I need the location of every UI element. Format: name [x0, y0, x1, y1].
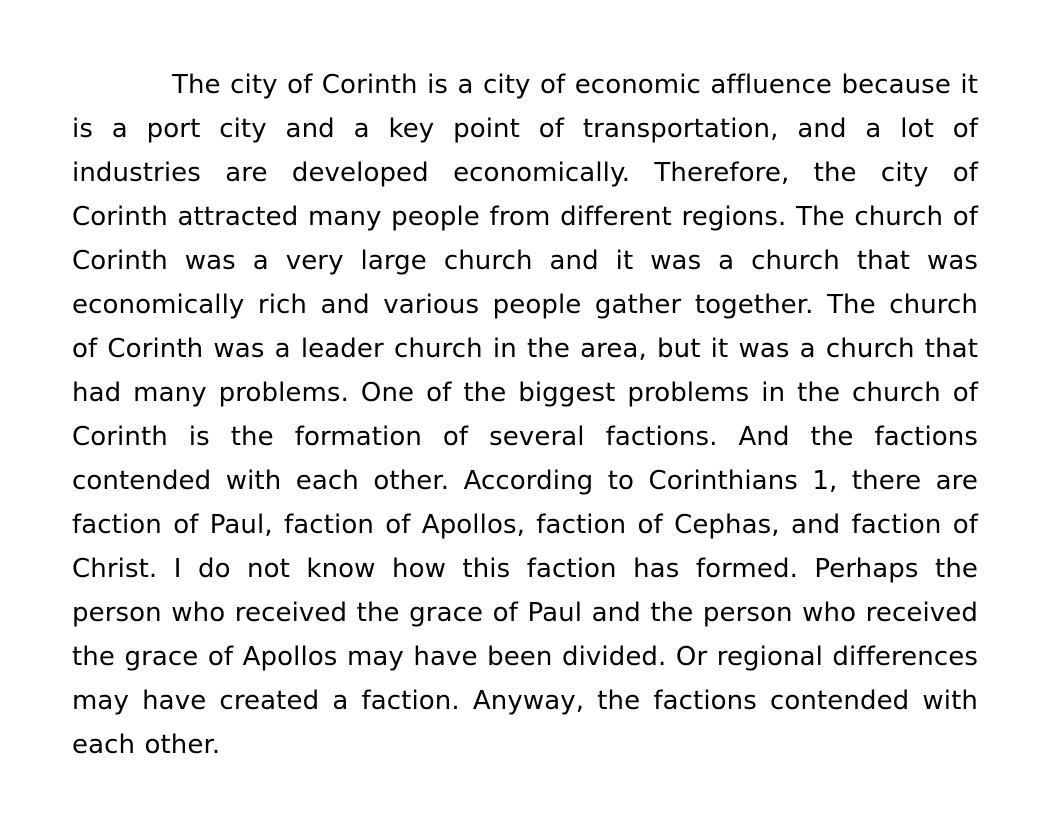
- body-paragraph: The city of Corinth is a city of economic affluence because it is a port city and a key point of transportation, and a lot of industries are developed economically. Therefore, the city of Corinth attracted many people from different regions. The church of Corinth was a very large church and it was a church that was economically rich and various people gather together. The church of Corinth was a leader church in the area, but it was a church that had many problems. One of the biggest problems in the church of Corinth is the formation of several factions. And the factions contended with each other. According to Corinthians 1, there are faction of Paul, faction of Apollos, faction of Cephas, and faction of Christ. I do not know how this faction has formed. Perhaps the person who received the grace of Paul and the person who received the grace of Apollos may have been divided. Or regional differences may have created a faction. Anyway, the factions contended with each other.: [72, 70, 978, 760]
